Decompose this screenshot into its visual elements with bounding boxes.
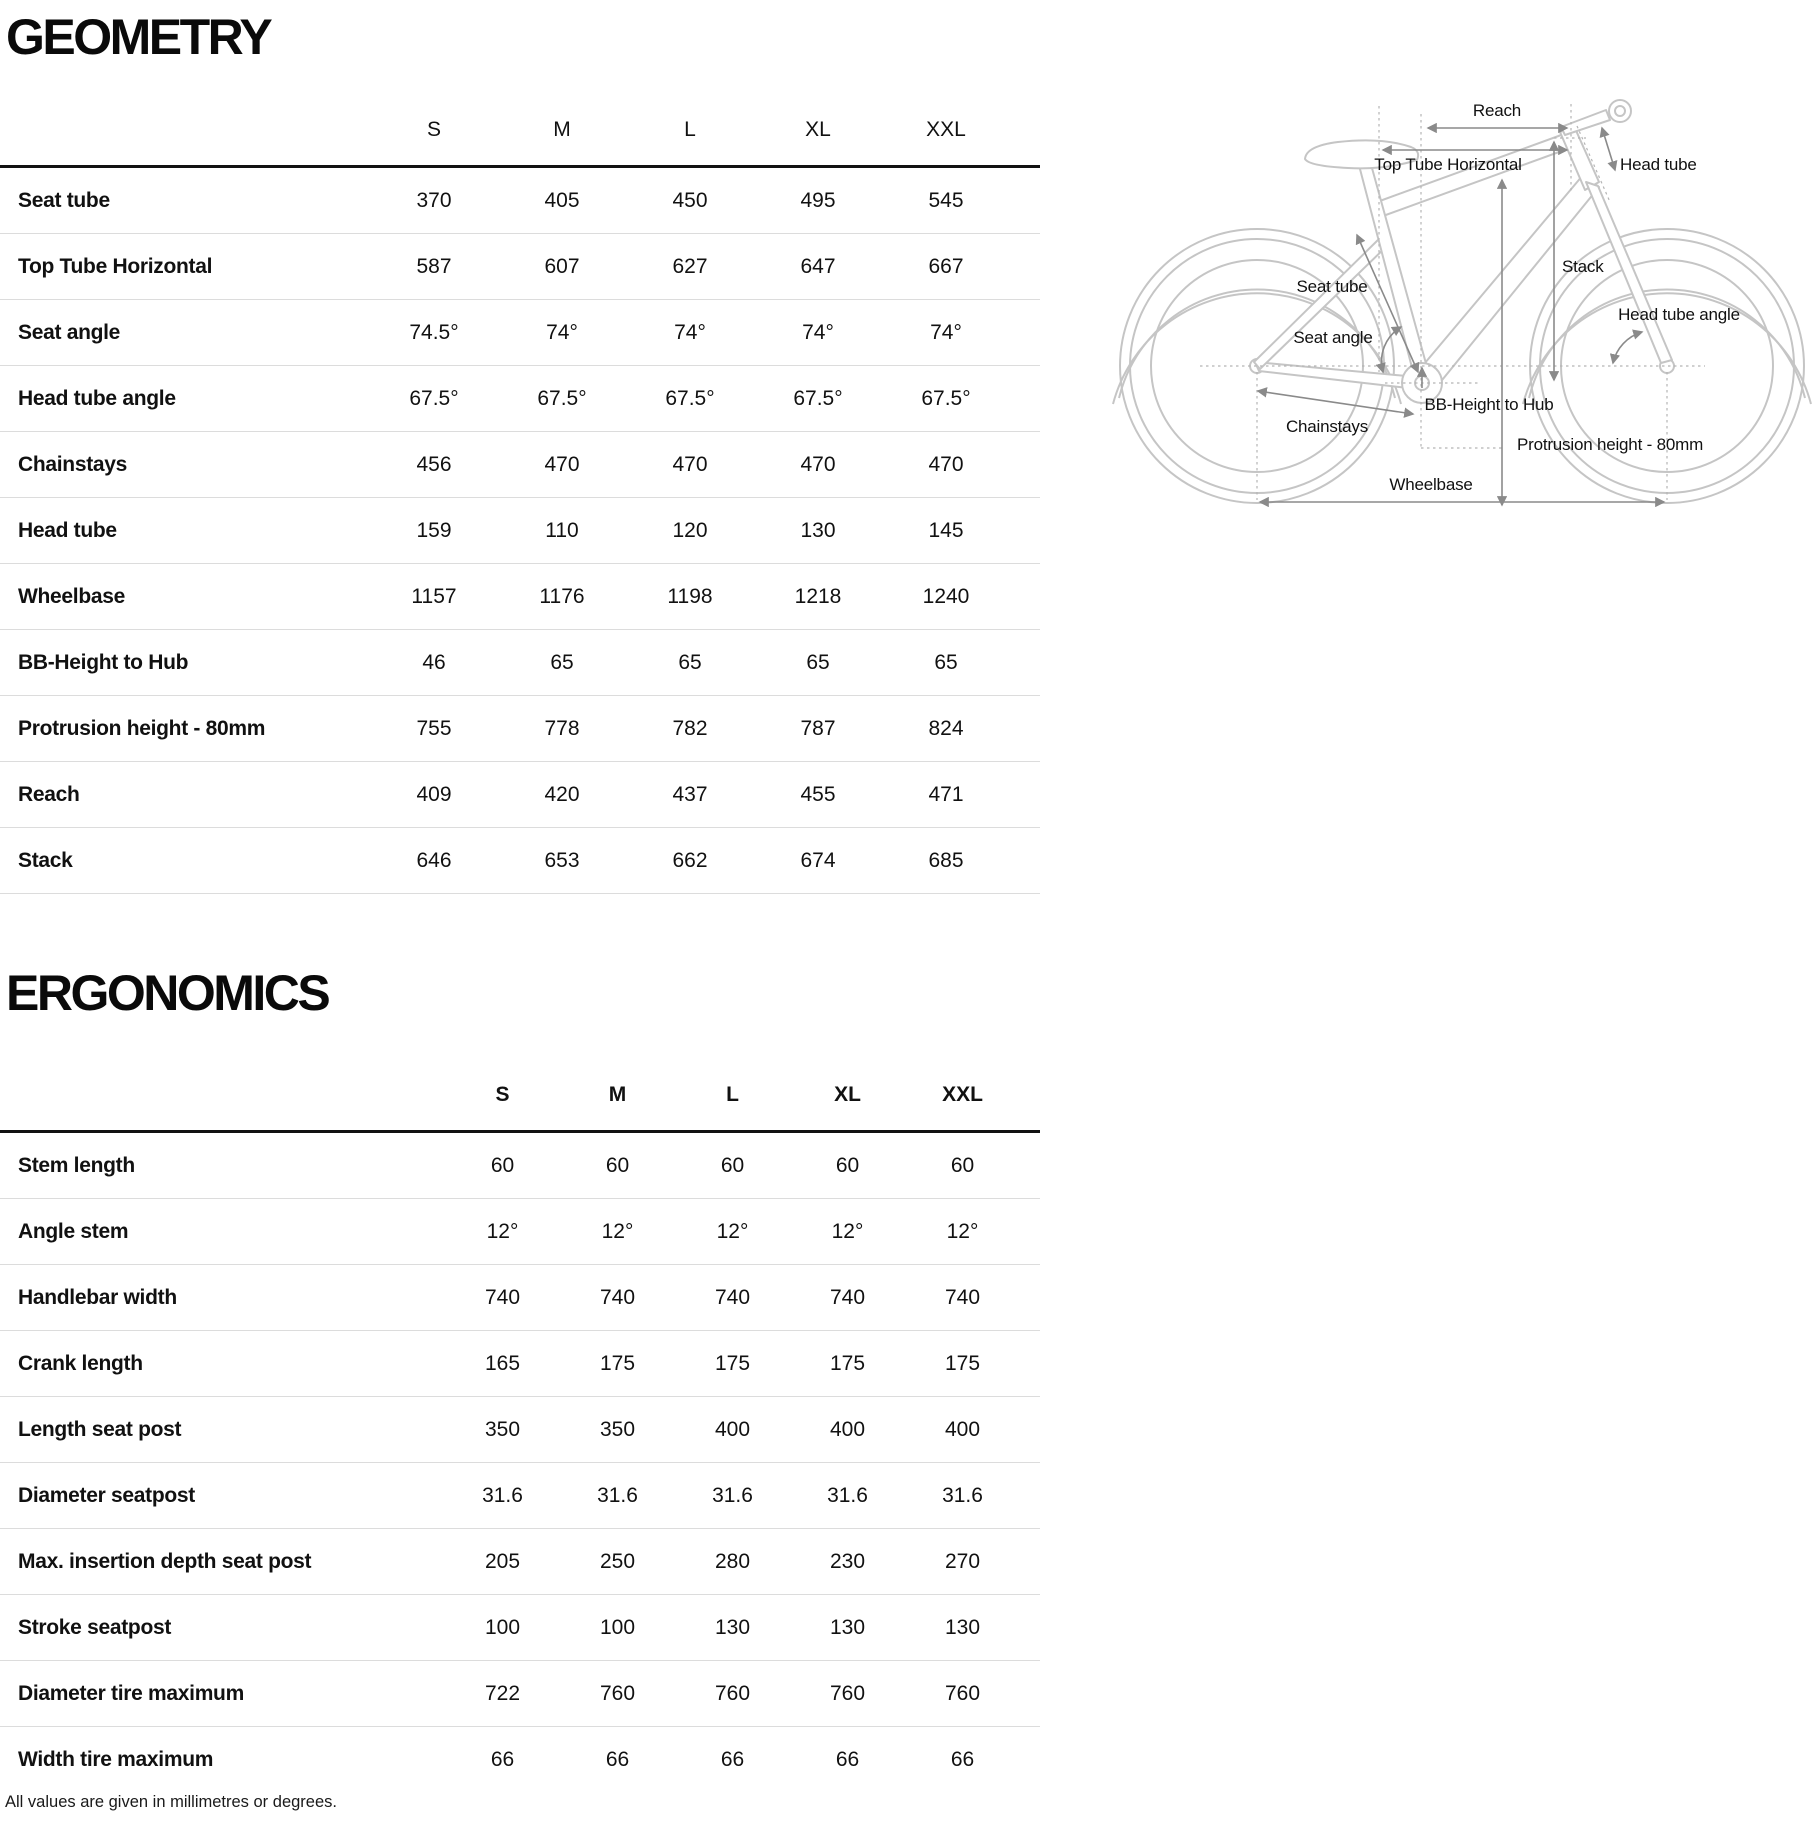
value-cell: 1218 (794, 584, 842, 608)
table-row (0, 300, 1040, 366)
value-cell: 470 (800, 452, 836, 476)
value-cell: 350 (599, 1417, 636, 1441)
value-cell: 230 (829, 1549, 866, 1573)
value-cell: 674 (800, 848, 836, 872)
label-head-tube-angle: Head tube angle (1618, 305, 1740, 324)
ergonomics-col-s: S (495, 1083, 510, 1106)
value-cell: 740 (829, 1285, 866, 1309)
value-cell: 67.5° (537, 386, 587, 410)
row-label: Max. insertion depth seat post (18, 1549, 312, 1573)
value-cell: 31.6 (942, 1483, 983, 1507)
row-label: Diameter seatpost (18, 1483, 195, 1507)
value-cell: 74° (674, 320, 706, 344)
value-cell: 66 (605, 1747, 630, 1771)
table-row (0, 696, 1040, 762)
label-seat-tube: Seat tube (1296, 277, 1368, 296)
ergonomics-header-row (0, 1060, 1040, 1133)
value-cell: 400 (829, 1417, 866, 1441)
value-cell: 66 (950, 1747, 975, 1771)
value-cell: 405 (544, 188, 580, 212)
ergonomics-section-title: ERGONOMICS (6, 965, 329, 1021)
row-label: Chainstays (18, 452, 128, 476)
label-top-tube: Top Tube Horizontal (1374, 155, 1522, 174)
value-cell: 31.6 (712, 1483, 753, 1507)
value-cell: 46 (422, 650, 446, 674)
row-label: BB-Height to Hub (18, 650, 189, 674)
value-cell: 782 (672, 716, 708, 740)
row-label: Stack (18, 848, 73, 872)
row-label: Head tube (18, 518, 117, 542)
value-cell: 74° (546, 320, 578, 344)
value-cell: 470 (544, 452, 580, 476)
geometry-col-m: M (553, 118, 571, 141)
value-cell: 400 (714, 1417, 751, 1441)
value-cell: 67.5° (409, 386, 459, 410)
label-chainstays: Chainstays (1285, 417, 1369, 436)
value-cell: 1240 (922, 584, 970, 608)
geometry-table (0, 95, 1040, 894)
value-cell: 456 (416, 452, 452, 476)
bike-frame (1254, 100, 1672, 403)
value-cell: 740 (944, 1285, 981, 1309)
value-cell: 100 (484, 1615, 521, 1639)
row-label: Angle stem (18, 1219, 129, 1243)
value-cell: 175 (829, 1351, 866, 1375)
value-cell: 1157 (411, 584, 457, 608)
value-cell: 165 (484, 1351, 521, 1375)
label-seat-angle: Seat angle (1293, 328, 1373, 347)
row-label: Length seat post (18, 1417, 182, 1441)
value-cell: 175 (714, 1351, 751, 1375)
value-cell: 130 (829, 1615, 866, 1639)
ergonomics-col-xxl: XXL (942, 1083, 983, 1106)
value-cell: 12° (601, 1219, 634, 1243)
value-cell: 110 (545, 518, 579, 542)
value-cell: 409 (416, 782, 452, 806)
value-cell: 755 (416, 716, 452, 740)
row-label: Seat tube (18, 188, 110, 212)
value-cell: 437 (672, 782, 708, 806)
ergonomics-col-xl: XL (834, 1083, 861, 1106)
table-row (0, 1397, 1040, 1463)
units-footnote: All values are given in millimetres or degrees. (5, 1793, 337, 1811)
table-row (0, 1133, 1040, 1199)
table-row (0, 630, 1040, 696)
value-cell: 31.6 (827, 1483, 868, 1507)
value-cell: 760 (599, 1681, 636, 1705)
value-cell: 74° (930, 320, 962, 344)
value-cell: 74.5° (409, 320, 459, 344)
value-cell: 667 (928, 254, 964, 278)
row-label: Crank length (18, 1351, 143, 1375)
value-cell: 100 (599, 1615, 636, 1639)
table-row (0, 1661, 1040, 1727)
bike-geometry-diagram (1050, 80, 1812, 540)
row-label: Wheelbase (18, 584, 126, 608)
table-row (0, 1529, 1040, 1595)
row-label: Protrusion height - 80mm (18, 716, 266, 740)
value-cell: 65 (678, 650, 702, 674)
table-row (0, 432, 1040, 498)
value-cell: 12° (716, 1219, 749, 1243)
value-cell: 60 (835, 1153, 860, 1177)
value-cell: 60 (605, 1153, 630, 1177)
table-row (0, 828, 1040, 894)
value-cell: 130 (944, 1615, 981, 1639)
geometry-col-s: S (426, 118, 441, 141)
value-cell: 685 (928, 848, 964, 872)
label-reach: Reach (1472, 101, 1522, 120)
value-cell: 12° (831, 1219, 864, 1243)
label-stack: Stack (1562, 257, 1604, 276)
geometry-col-xxl: XXL (926, 118, 966, 141)
value-cell: 67.5° (921, 386, 971, 410)
geometry-section-title: GEOMETRY (6, 9, 271, 65)
value-cell: 471 (928, 782, 964, 806)
value-cell: 205 (484, 1549, 521, 1573)
value-cell: 175 (944, 1351, 981, 1375)
table-row (0, 762, 1040, 828)
geometry-col-l: L (684, 118, 696, 141)
label-wheelbase: Wheelbase (1389, 475, 1473, 494)
value-cell: 12° (946, 1219, 979, 1243)
value-cell: 450 (672, 188, 708, 212)
value-cell: 130 (800, 518, 836, 542)
value-cell: 120 (672, 518, 708, 542)
value-cell: 647 (800, 254, 836, 278)
geometry-col-xl: XL (805, 118, 831, 141)
table-row (0, 1199, 1040, 1265)
value-cell: 587 (416, 254, 452, 278)
table-row (0, 1727, 1040, 1792)
value-cell: 787 (800, 716, 836, 740)
value-cell: 31.6 (482, 1483, 523, 1507)
table-row (0, 1331, 1040, 1397)
value-cell: 740 (599, 1285, 636, 1309)
value-cell: 159 (416, 518, 452, 542)
value-cell: 455 (800, 782, 836, 806)
table-row (0, 234, 1040, 300)
value-cell: 60 (490, 1153, 515, 1177)
table-row (0, 1595, 1040, 1661)
value-cell: 66 (835, 1747, 860, 1771)
label-bb-height: BB-Height to Hub (1424, 395, 1554, 414)
value-cell: 65 (550, 650, 574, 674)
value-cell: 280 (714, 1549, 751, 1573)
value-cell: 145 (928, 518, 964, 542)
table-row (0, 498, 1040, 564)
value-cell: 545 (928, 188, 964, 212)
row-label: Top Tube Horizontal (18, 254, 213, 278)
value-cell: 607 (544, 254, 580, 278)
value-cell: 627 (672, 254, 708, 278)
value-cell: 824 (928, 716, 964, 740)
value-cell: 250 (599, 1549, 636, 1573)
value-cell: 740 (714, 1285, 751, 1309)
value-cell: 130 (714, 1615, 751, 1639)
value-cell: 175 (599, 1351, 636, 1375)
value-cell: 12° (486, 1219, 519, 1243)
row-label: Stroke seatpost (18, 1615, 172, 1639)
value-cell: 646 (416, 848, 452, 872)
value-cell: 1198 (667, 584, 713, 608)
row-label: Head tube angle (18, 386, 176, 410)
value-cell: 350 (484, 1417, 521, 1441)
value-cell: 1176 (539, 584, 585, 608)
value-cell: 420 (544, 782, 580, 806)
row-label: Reach (18, 782, 80, 806)
table-row (0, 564, 1040, 630)
value-cell: 778 (544, 716, 580, 740)
value-cell: 740 (484, 1285, 521, 1309)
value-cell: 760 (829, 1681, 866, 1705)
value-cell: 470 (672, 452, 708, 476)
value-cell: 722 (484, 1681, 521, 1705)
table-row (0, 1265, 1040, 1331)
table-row (0, 366, 1040, 432)
value-cell: 400 (944, 1417, 981, 1441)
value-cell: 31.6 (597, 1483, 638, 1507)
geometry-header-row (0, 95, 1040, 168)
value-cell: 653 (544, 848, 580, 872)
table-row (0, 168, 1040, 234)
value-cell: 65 (806, 650, 830, 674)
value-cell: 370 (416, 188, 452, 212)
value-cell: 60 (720, 1153, 745, 1177)
ergonomics-col-m: M (608, 1083, 627, 1106)
row-label: Seat angle (18, 320, 121, 344)
label-protrusion: Protrusion height - 80mm (1516, 435, 1704, 454)
row-label: Stem length (18, 1153, 135, 1177)
row-label: Diameter tire maximum (18, 1681, 244, 1705)
row-label: Handlebar width (18, 1285, 177, 1309)
ergonomics-col-l: L (726, 1083, 739, 1106)
value-cell: 270 (944, 1549, 981, 1573)
value-cell: 67.5° (665, 386, 715, 410)
value-cell: 60 (950, 1153, 975, 1177)
value-cell: 495 (800, 188, 836, 212)
table-row (0, 1463, 1040, 1529)
value-cell: 662 (672, 848, 708, 872)
value-cell: 760 (714, 1681, 751, 1705)
value-cell: 67.5° (793, 386, 843, 410)
value-cell: 760 (944, 1681, 981, 1705)
label-head-tube: Head tube (1620, 155, 1697, 174)
value-cell: 74° (802, 320, 834, 344)
ergonomics-table (0, 1060, 1040, 1792)
value-cell: 65 (934, 650, 958, 674)
value-cell: 470 (928, 452, 964, 476)
value-cell: 66 (490, 1747, 515, 1771)
row-label: Width tire maximum (18, 1747, 214, 1771)
value-cell: 66 (720, 1747, 745, 1771)
